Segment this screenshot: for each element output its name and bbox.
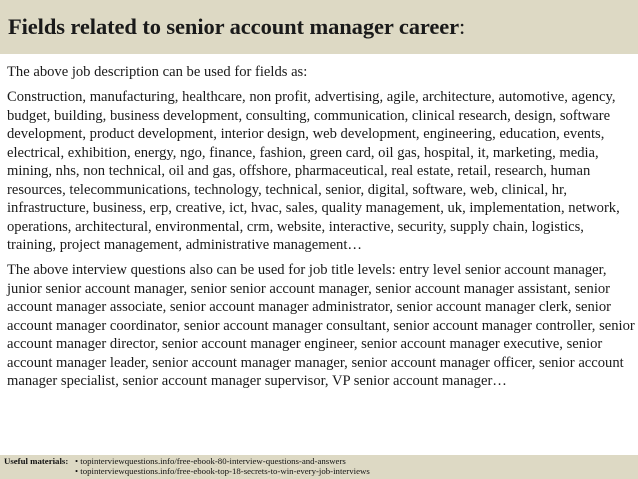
slide-title xyxy=(8,14,465,40)
footer-bar xyxy=(0,455,638,479)
levels-paragraph: The above interview questions also can be used for job title levels: entry level senior account manager, junior senior account manager, senior senior account manager, senior account manager assistant, senior account manager associate, senior account manager administrator, senior account manager clerk, senior account manager coordinator, senior account manager consultant, senior account manager controller, senior account manager director, senior account manager engineer, senior account manager executive, senior account manager leader, senior account manager manager, senior account manager officer, senior account manager specialist, senior account manager supervisor, VP senior account manager… xyxy=(7,262,635,389)
footer-link-ebook-18-secrets[interactable]: • topinterviewquestions.info/free-ebook-top-18-secrets-to-win-every-job-interviews xyxy=(75,466,370,476)
title-bar xyxy=(0,0,638,54)
footer-link-ebook-80-questions[interactable]: • topinterviewquestions.info/free-ebook-80-interview-questions-and-answers xyxy=(75,456,346,466)
slide-content xyxy=(7,63,635,397)
fields-paragraph: Construction, manufacturing, healthcare, non profit, advertising, agile, architecture, automotive, agency, budget, building, business development, consulting, communication, clinical research, design, software development, product development, interior design, web development, engineering, education, events, electrical, exhibition, energy, ngo, finance, fashion, green card, oil gas, hospital, it, marketing, media, mining, nhs, non technical, oil and gas, offshore, pharmaceutical, real estate, retail, research, human resources, telecommunications, technology, technical, senior, digital, software, web, clinical, hr, infrastructure, business, erp, creative, ict, hvac, sales, quality management, uk, implementation, network, operations, architectural, environmental, crm, website, interactive, security, supply chain, logistics, training, project management, administrative management… xyxy=(7,89,620,253)
footer-label: Useful materials: xyxy=(4,456,69,466)
intro-text: The above job description can be used for fields as: xyxy=(7,64,308,80)
slide-title-text: Fields related to senior account manager career xyxy=(8,14,460,39)
slide-title-colon: : xyxy=(459,14,466,39)
